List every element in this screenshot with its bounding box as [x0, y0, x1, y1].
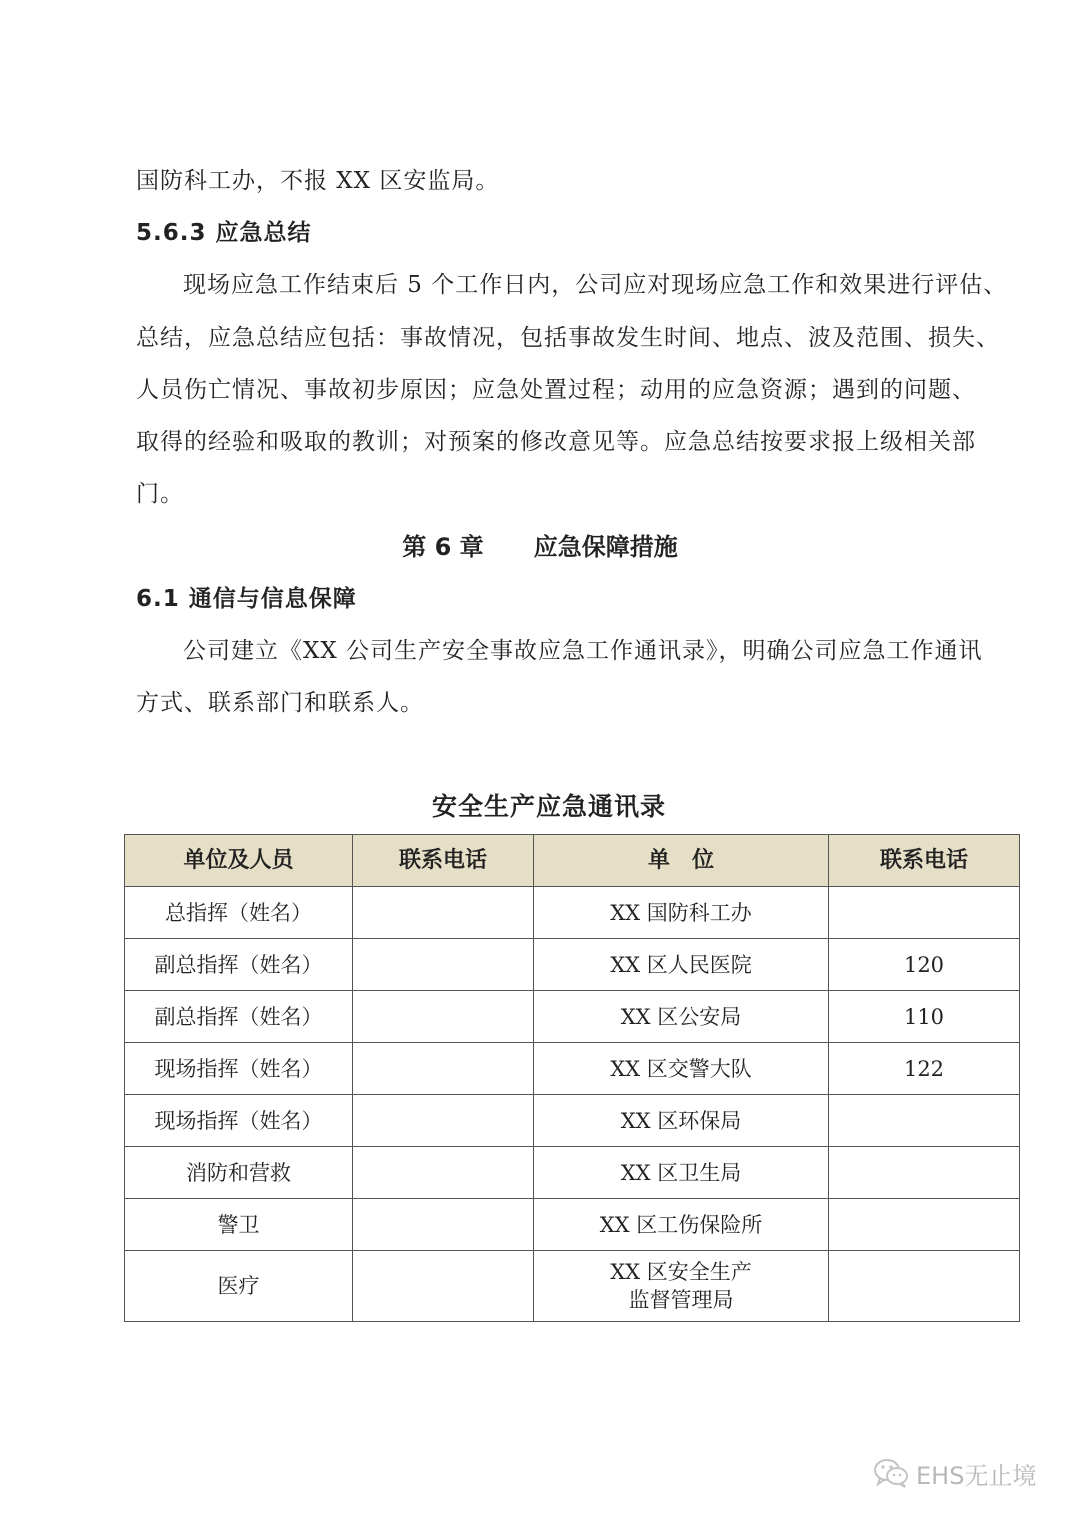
watermark-text: EHS无止境: [916, 1461, 1037, 1490]
table-row: [125, 1199, 1020, 1251]
header-cell: 单 位: [534, 835, 829, 887]
contacts-table: [124, 834, 1020, 1322]
table-cell: 副总指挥（姓名）: [125, 939, 353, 991]
paragraph-line: 方式、联系部门和联系人。: [136, 690, 424, 716]
table-cell: [353, 939, 534, 991]
body-line-1: 国防科工办，不报 XX 区安监局。: [136, 168, 500, 194]
table-cell: [829, 1147, 1020, 1199]
table-cell: [353, 1199, 534, 1251]
table-cell: XX 国防科工办: [534, 887, 829, 939]
header-cell: 单位及人员: [125, 835, 353, 887]
table-row: [125, 1251, 1020, 1322]
table-cell: XX 区交警大队: [534, 1043, 829, 1095]
chapter-title: 第 6 章 应急保障措施: [402, 533, 678, 561]
table-row: [125, 939, 1020, 991]
table-cell: 现场指挥（姓名）: [125, 1095, 353, 1147]
paragraph-line: 取得的经验和吸取的教训；对预案的修改意见等。应急总结按要求报上级相关部: [136, 429, 976, 455]
table-cell: 医疗: [125, 1251, 353, 1322]
table-cell: [353, 887, 534, 939]
paragraph-line: 门。: [136, 481, 184, 507]
cell-line: 监督管理局: [628, 1288, 734, 1312]
table-cell: 副总指挥（姓名）: [125, 991, 353, 1043]
table-cell: 110: [829, 991, 1020, 1043]
table-row: [125, 887, 1020, 939]
table-cell: [829, 1095, 1020, 1147]
header-cell: 联系电话: [353, 835, 534, 887]
table-cell: XX 区工伤保险所: [534, 1199, 829, 1251]
table-cell: XX 区卫生局: [534, 1147, 829, 1199]
table-cell: XX 区公安局: [534, 991, 829, 1043]
table-cell: XX 区人民医院: [534, 939, 829, 991]
table-cell: 消防和营救: [125, 1147, 353, 1199]
table-cell: [829, 1199, 1020, 1251]
table-cell: [829, 1251, 1020, 1322]
table-cell: [353, 1043, 534, 1095]
table-cell: 警卫: [125, 1199, 353, 1251]
paragraph-line: 人员伤亡情况、事故初步原因；应急处置过程；动用的应急资源；遇到的问题、: [136, 377, 976, 403]
table-cell: 122: [829, 1043, 1020, 1095]
table-cell: 120: [829, 939, 1020, 991]
table-row: [125, 1095, 1020, 1147]
table-cell: [353, 1095, 534, 1147]
table-cell: [353, 1147, 534, 1199]
table-cell-multiline: [534, 1251, 829, 1322]
section-heading-6-1: 6.1 通信与信息保障: [136, 586, 357, 612]
table-row: [125, 1147, 1020, 1199]
header-cell: 联系电话: [829, 835, 1020, 887]
paragraph-line: 公司建立《XX 公司生产安全事故应急工作通讯录》，明确公司应急工作通讯: [183, 638, 983, 664]
table-cell: 现场指挥（姓名）: [125, 1043, 353, 1095]
table-row: [125, 991, 1020, 1043]
table-cell: 总指挥（姓名）: [125, 887, 353, 939]
table-cell: XX 区环保局: [534, 1095, 829, 1147]
paragraph-line: 现场应急工作结束后 5 个工作日内，公司应对现场应急工作和效果进行评估、: [183, 272, 1008, 298]
table-cell: [353, 1251, 534, 1322]
section-heading-5-6-3: 5.6.3 应急总结: [136, 220, 312, 246]
wechat-icon: [872, 1457, 910, 1489]
table-row: [125, 1043, 1020, 1095]
table-cell: [829, 887, 1020, 939]
watermark: [872, 1453, 1036, 1493]
table-title: 安全生产应急通讯录: [431, 792, 666, 821]
paragraph-line: 总结，应急总结应包括：事故情况，包括事故发生时间、地点、波及范围、损失、: [136, 325, 1000, 351]
cell-line: XX 区安全生产: [610, 1260, 752, 1284]
table-cell: [353, 991, 534, 1043]
table-header-row: [125, 835, 1020, 887]
